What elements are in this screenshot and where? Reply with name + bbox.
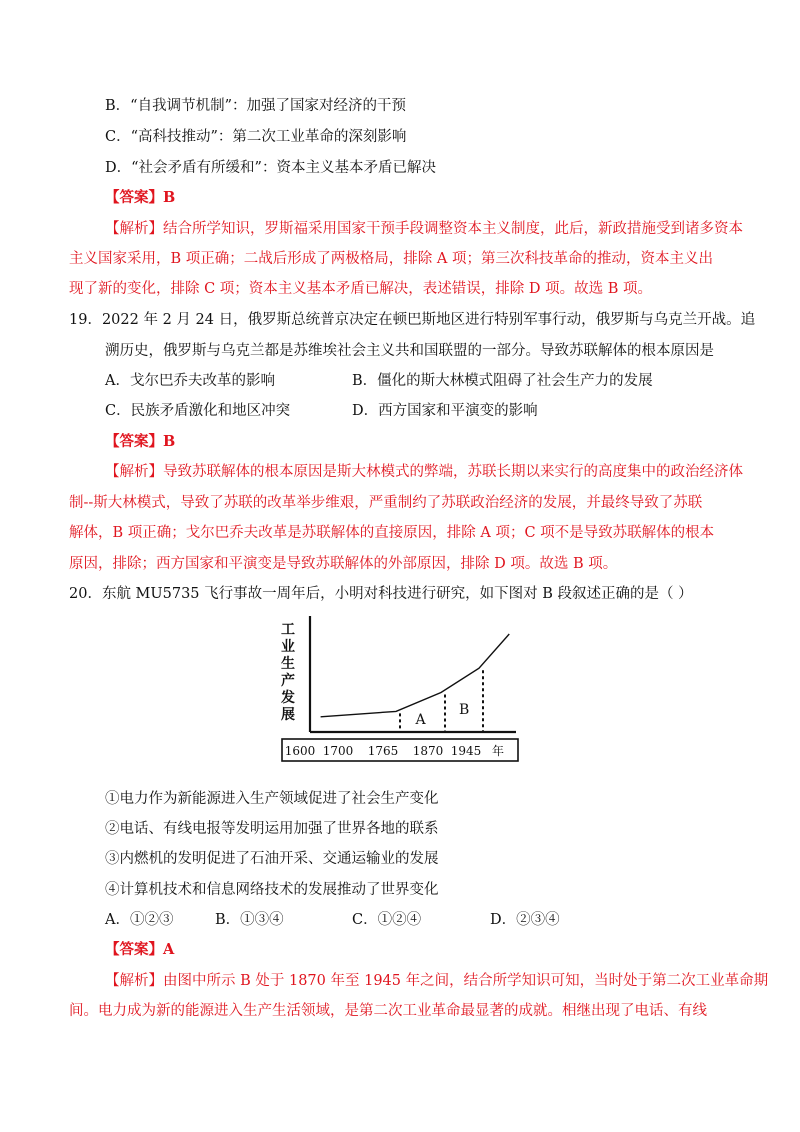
q20-item-1: ①电力作为新能源进入生产领域促进了社会生产变化 — [105, 791, 439, 807]
q19-stem-line-1: 19．2022 年 2 月 24 日，俄罗斯总统普京决定在顿巴斯地区进行特别军事行动，俄罗斯与乌克兰开战。追 — [69, 312, 756, 328]
chart-x-tick-box — [282, 739, 518, 761]
q19-option-c: C．民族矛盾激化和地区冲突 — [105, 403, 291, 419]
industrial-development-chart — [280, 612, 522, 764]
chart-segment-label-b: B — [459, 702, 470, 718]
chart-x-tick-label: 1765 — [367, 744, 399, 758]
q20-option-b: B．①③④ — [215, 912, 284, 928]
chart-x-ticks — [285, 743, 504, 758]
chart-x-unit: 年 — [492, 744, 505, 758]
chart-y-label-char: 产 — [281, 673, 295, 689]
chart-y-label — [280, 622, 295, 723]
q20-item-2: ②电话、有线电报等发明运用加强了世界各地的联系 — [105, 821, 439, 837]
q20-option-c: C．①②④ — [352, 912, 422, 928]
q19-option-a: A．戈尔巴乔夫改革的影响 — [105, 373, 275, 389]
q19-analysis-line-4: 原因，排除；西方国家和平演变是导致苏联解体的外部原因，排除 D 项。故选 B 项。 — [69, 556, 618, 572]
chart-y-label-char: 展 — [281, 707, 295, 723]
chart-y-label-char: 生 — [281, 656, 295, 672]
chart-x-tick-label: 1600 — [284, 744, 316, 758]
q20-analysis-line-2: 间。电力成为新的能源进入生产生活领域，是第二次工业革命最显著的成就。相继出现了电话、有线 — [69, 1003, 707, 1019]
q20-option-d: D．②③④ — [490, 912, 560, 928]
q18-option-b: B．“自我调节机制”：加强了国家对经济的干预 — [105, 98, 406, 114]
q19-option-b: B．僵化的斯大林模式阻碍了社会生产力的发展 — [352, 373, 653, 389]
q20-option-a: A．①②③ — [105, 912, 174, 928]
chart-y-label-char: 业 — [281, 639, 295, 655]
q20-analysis-line-1: 【解析】由图中所示 B 处于 1870 年至 1945 年之间，结合所学知识可知，当时处于第二次工业革命期 — [105, 973, 769, 989]
q18-option-d: D．“社会矛盾有所缓和”：资本主义基本矛盾已解决 — [105, 160, 436, 176]
q20-item-4: ④计算机技术和信息网络技术的发展推动了世界变化 — [105, 882, 439, 898]
q19-option-d: D．西方国家和平演变的影响 — [352, 403, 538, 419]
chart-curve — [321, 634, 510, 717]
q20-item-3: ③内燃机的发明促进了石油开采、交通运输业的发展 — [105, 851, 439, 867]
q18-analysis-line-2: 主义国家采用，B 项正确；二战后形成了两极格局，排除 A 项；第三次科技革命的推动，资本主义出 — [69, 251, 713, 267]
q19-stem-line-2: 溯历史，俄罗斯与乌克兰都是苏维埃社会主义共和国联盟的一部分。导致苏联解体的根本原因是 — [105, 343, 714, 359]
q20-answer: 【答案】A — [105, 941, 175, 958]
q19-analysis-line-2: 制--斯大林模式，导致了苏联的改革举步维艰，严重制约了苏联政治经济的发展，并最终导致了苏联 — [69, 495, 703, 511]
q18-analysis-line-3: 现了新的变化，排除 C 项；资本主义基本矛盾已解决，表述错误，排除 D 项。故选 B 项。 — [69, 281, 653, 297]
chart-segment-label-a: A — [415, 712, 426, 728]
q20-stem: 20．东航 MU5735 飞行事故一周年后，小明对科技进行研究，如下图对 B 段叙述正确的是（ ） — [69, 586, 693, 602]
chart-x-tick-label: 1945 — [450, 744, 482, 758]
q19-answer: 【答案】B — [105, 433, 176, 450]
chart-y-label-char: 工 — [281, 622, 295, 638]
chart-x-tick-label: 1870 — [412, 744, 444, 758]
q19-analysis-line-1: 【解析】导致苏联解体的根本原因是斯大林模式的弊端，苏联长期以来实行的高度集中的政治经济体 — [105, 464, 743, 480]
q18-answer: 【答案】B — [105, 189, 176, 206]
q18-analysis-line-1: 【解析】结合所学知识，罗斯福采用国家干预手段调整资本主义制度，此后，新政措施受到诸多资本 — [105, 221, 743, 237]
chart-y-label-char: 发 — [281, 690, 295, 706]
chart-x-tick-label: 1700 — [322, 744, 354, 758]
q19-analysis-line-3: 解体，B 项正确；戈尔巴乔夫改革是苏联解体的直接原因，排除 A 项；C 项不是导致苏联解体的根本 — [69, 525, 715, 541]
q18-option-c: C．“高科技推动”：第二次工业革命的深刻影响 — [105, 129, 407, 145]
